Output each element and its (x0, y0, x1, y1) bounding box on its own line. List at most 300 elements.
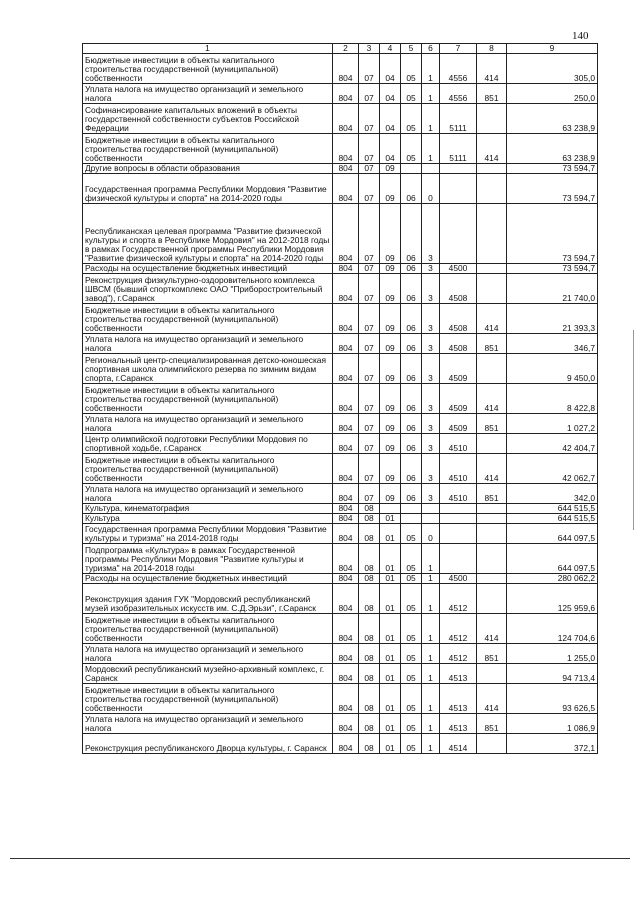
code-cell: 05 (401, 134, 422, 164)
code-cell (440, 544, 477, 574)
code-cell: 08 (359, 584, 380, 614)
table-row (83, 354, 598, 384)
code-cell: 3 (422, 484, 440, 504)
code-cell: 08 (359, 544, 380, 574)
code-cell: 07 (359, 54, 380, 84)
code-cell: 4556 (440, 54, 477, 84)
code-cell: 01 (380, 574, 401, 584)
code-cell: 08 (359, 574, 380, 584)
amount-cell: 42 404,7 (507, 434, 598, 454)
code-cell: 4512 (440, 584, 477, 614)
amount-cell: 21 740,0 (507, 274, 598, 304)
code-cell (477, 544, 507, 574)
amount-cell: 73 594,7 (507, 164, 598, 174)
code-cell: 07 (359, 164, 380, 174)
code-cell: 05 (401, 644, 422, 664)
code-cell: 06 (401, 434, 422, 454)
code-cell: 04 (380, 134, 401, 164)
code-cell: 05 (401, 54, 422, 84)
code-cell (477, 354, 507, 384)
code-cell: 08 (359, 514, 380, 524)
code-cell: 3 (422, 354, 440, 384)
code-cell: 804 (333, 264, 359, 274)
code-cell: 07 (359, 434, 380, 454)
code-cell: 4514 (440, 734, 477, 754)
row-name-cell: Бюджетные инвестиции в объекты капитального строительства государственной (муниципальной) собственности (83, 614, 333, 644)
amount-cell: 644 097,5 (507, 544, 598, 574)
code-cell (477, 524, 507, 544)
code-cell: 06 (401, 354, 422, 384)
amount-cell: 63 238,9 (507, 104, 598, 134)
code-cell: 804 (333, 274, 359, 304)
code-cell (401, 504, 422, 514)
amount-cell: 346,7 (507, 334, 598, 354)
code-cell: 414 (477, 614, 507, 644)
code-cell: 09 (380, 304, 401, 334)
code-cell: 804 (333, 504, 359, 514)
code-cell: 804 (333, 514, 359, 524)
code-cell: 4509 (440, 414, 477, 434)
row-name-cell: Уплата налога на имущество организаций и земельного налога (83, 414, 333, 434)
table-row (83, 664, 598, 684)
code-cell: 804 (333, 174, 359, 204)
code-cell: 804 (333, 54, 359, 84)
code-cell: 09 (380, 434, 401, 454)
row-name-cell: Реконструкция республиканского Дворца культуры, г. Саранск (83, 734, 333, 754)
code-cell: 804 (333, 304, 359, 334)
code-cell: 06 (401, 454, 422, 484)
code-cell: 3 (422, 454, 440, 484)
code-cell: 4512 (440, 614, 477, 644)
code-cell: 1 (422, 544, 440, 574)
code-cell: 1 (422, 84, 440, 104)
code-cell (440, 204, 477, 264)
row-name-cell: Уплата налога на имущество организаций и земельного налога (83, 84, 333, 104)
table-row (83, 174, 598, 204)
budget-table (82, 43, 598, 754)
code-cell: 07 (359, 354, 380, 384)
code-cell: 4509 (440, 354, 477, 384)
code-cell: 1 (422, 54, 440, 84)
code-cell: 01 (380, 664, 401, 684)
code-cell: 09 (380, 414, 401, 434)
table-row (83, 414, 598, 434)
amount-cell: 73 594,7 (507, 264, 598, 274)
code-cell (401, 164, 422, 174)
code-cell: 3 (422, 414, 440, 434)
code-cell: 1 (422, 734, 440, 754)
col-header-2: 2 (333, 44, 359, 54)
code-cell: 4513 (440, 714, 477, 734)
row-name-cell: Региональный центр-специализированная детско-юношеская спортивная школа олимпийского резерва по зимним видам спорта, г.Саранск (83, 354, 333, 384)
table-row (83, 104, 598, 134)
row-name-cell: Подпрограмма «Культура» в рамках Государственной программы Республики Мордовия "Развитие культуры и туризма" на 2014-2018 годы (83, 544, 333, 574)
row-name-cell: Культура, кинематография (83, 504, 333, 514)
table-row (83, 384, 598, 414)
code-cell (477, 174, 507, 204)
code-cell: 4510 (440, 454, 477, 484)
amount-cell: 63 238,9 (507, 134, 598, 164)
code-cell: 06 (401, 334, 422, 354)
row-name-cell: Республиканская целевая программа "Развитие физической культуры и спорта в Республике Мордовия" на 2012-2018 годы в рамках Государственной программы Республики Мордовия "Развитие физической культуры и спорта" на 2014-2020 годы (83, 204, 333, 264)
code-cell (477, 504, 507, 514)
code-cell: 09 (380, 334, 401, 354)
table-row (83, 544, 598, 574)
code-cell: 804 (333, 714, 359, 734)
code-cell: 5111 (440, 104, 477, 134)
code-cell: 1 (422, 714, 440, 734)
code-cell: 05 (401, 544, 422, 574)
code-cell: 804 (333, 644, 359, 664)
code-cell: 0 (422, 174, 440, 204)
code-cell: 07 (359, 414, 380, 434)
code-cell: 414 (477, 384, 507, 414)
table-row (83, 484, 598, 504)
row-name-cell: Центр олимпийской подготовки Республики Мордовия по спортивной ходьбе, г.Саранск (83, 434, 333, 454)
code-cell: 851 (477, 334, 507, 354)
code-cell: 3 (422, 434, 440, 454)
code-cell: 07 (359, 274, 380, 304)
row-name-cell: Бюджетные инвестиции в объекты капитального строительства государственной (муниципальной) собственности (83, 384, 333, 414)
col-header-5: 5 (401, 44, 422, 54)
code-cell: 01 (380, 524, 401, 544)
code-cell: 4500 (440, 264, 477, 274)
code-cell: 06 (401, 304, 422, 334)
table-row (83, 574, 598, 584)
table-row (83, 274, 598, 304)
table-row (83, 304, 598, 334)
code-cell: 07 (359, 84, 380, 104)
code-cell (477, 104, 507, 134)
page-number: 140 (572, 30, 589, 42)
code-cell: 804 (333, 454, 359, 484)
code-cell: 804 (333, 414, 359, 434)
table-row (83, 714, 598, 734)
amount-cell: 21 393,3 (507, 304, 598, 334)
code-cell: 804 (333, 134, 359, 164)
amount-cell: 644 515,5 (507, 504, 598, 514)
code-cell: 0 (422, 524, 440, 544)
code-cell: 414 (477, 134, 507, 164)
code-cell: 414 (477, 304, 507, 334)
code-cell: 804 (333, 164, 359, 174)
code-cell: 09 (380, 274, 401, 304)
code-cell: 07 (359, 264, 380, 274)
code-cell (477, 164, 507, 174)
table-row (83, 614, 598, 644)
code-cell: 09 (380, 484, 401, 504)
code-cell: 851 (477, 714, 507, 734)
table-row (83, 504, 598, 514)
row-name-cell: Бюджетные инвестиции в объекты капитального строительства государственной (муниципальной) собственности (83, 684, 333, 714)
code-cell: 414 (477, 454, 507, 484)
code-cell: 804 (333, 204, 359, 264)
code-cell (477, 664, 507, 684)
row-name-cell: Расходы на осуществление бюджетных инвестиций (83, 574, 333, 584)
code-cell (422, 504, 440, 514)
code-cell: 414 (477, 684, 507, 714)
code-cell: 1 (422, 584, 440, 614)
code-cell: 1 (422, 134, 440, 164)
code-cell (477, 584, 507, 614)
row-name-cell: Уплата налога на имущество организаций и земельного налога (83, 334, 333, 354)
code-cell: 06 (401, 414, 422, 434)
code-cell: 08 (359, 734, 380, 754)
table-row (83, 134, 598, 164)
code-cell: 01 (380, 544, 401, 574)
code-cell: 804 (333, 664, 359, 684)
code-cell: 4556 (440, 84, 477, 104)
code-cell: 09 (380, 264, 401, 274)
table-row (83, 264, 598, 274)
code-cell: 4510 (440, 484, 477, 504)
code-cell: 07 (359, 204, 380, 264)
code-cell: 804 (333, 734, 359, 754)
col-header-9: 9 (507, 44, 598, 54)
amount-cell: 280 062,2 (507, 574, 598, 584)
row-name-cell: Уплата налога на имущество организаций и земельного налога (83, 484, 333, 504)
amount-cell: 644 097,5 (507, 524, 598, 544)
code-cell (440, 164, 477, 174)
code-cell: 06 (401, 274, 422, 304)
code-cell: 3 (422, 334, 440, 354)
code-cell: 08 (359, 614, 380, 644)
code-cell: 09 (380, 164, 401, 174)
code-cell (477, 514, 507, 524)
code-cell: 07 (359, 484, 380, 504)
amount-cell: 305,0 (507, 54, 598, 84)
table-row (83, 734, 598, 754)
code-cell: 06 (401, 384, 422, 414)
amount-cell: 1 086,9 (507, 714, 598, 734)
code-cell: 1 (422, 664, 440, 684)
row-name-cell: Реконструкция здания ГУК "Мордовский республиканский музей изобразительных искусств им. С.Д.Эрьзи", г.Саранск (83, 584, 333, 614)
code-cell: 4513 (440, 684, 477, 714)
code-cell: 1 (422, 614, 440, 644)
code-cell: 05 (401, 614, 422, 644)
row-name-cell: Бюджетные инвестиции в объекты капитального строительства государственной (муниципальной) собственности (83, 54, 333, 84)
amount-cell: 124 704,6 (507, 614, 598, 644)
code-cell: 07 (359, 304, 380, 334)
code-cell: 804 (333, 354, 359, 384)
amount-cell: 93 626,5 (507, 684, 598, 714)
code-cell: 01 (380, 684, 401, 714)
amount-cell: 1 027,2 (507, 414, 598, 434)
row-name-cell: Государственная программа Республики Мордовия "Развитие культуры и туризма" на 2014-2018 годы (83, 524, 333, 544)
code-cell (422, 514, 440, 524)
row-name-cell: Софинансирование капитальных вложений в объекты государственной собственности субъектов Российской Федерации (83, 104, 333, 134)
row-name-cell: Бюджетные инвестиции в объекты капитального строительства государственной (муниципальной) собственности (83, 304, 333, 334)
code-cell (477, 274, 507, 304)
code-cell: 4508 (440, 334, 477, 354)
code-cell: 01 (380, 714, 401, 734)
code-cell: 1 (422, 684, 440, 714)
code-cell: 08 (359, 524, 380, 544)
code-cell: 05 (401, 104, 422, 134)
code-cell: 414 (477, 54, 507, 84)
code-cell: 804 (333, 614, 359, 644)
code-cell: 4508 (440, 274, 477, 304)
code-cell: 05 (401, 574, 422, 584)
amount-cell: 73 594,7 (507, 204, 598, 264)
amount-cell: 250,0 (507, 84, 598, 104)
code-cell: 4508 (440, 304, 477, 334)
code-cell: 5111 (440, 134, 477, 164)
code-cell: 08 (359, 504, 380, 514)
code-cell: 01 (380, 644, 401, 664)
table-row (83, 454, 598, 484)
code-cell (477, 574, 507, 584)
code-cell: 804 (333, 104, 359, 134)
code-cell: 804 (333, 384, 359, 414)
code-cell: 05 (401, 524, 422, 544)
code-cell: 05 (401, 584, 422, 614)
code-cell: 851 (477, 414, 507, 434)
code-cell: 09 (380, 204, 401, 264)
code-cell: 804 (333, 434, 359, 454)
code-cell (477, 734, 507, 754)
code-cell: 04 (380, 84, 401, 104)
code-cell: 05 (401, 734, 422, 754)
code-cell: 08 (359, 644, 380, 664)
code-cell: 07 (359, 334, 380, 354)
code-cell: 07 (359, 134, 380, 164)
code-cell (477, 434, 507, 454)
code-cell: 08 (359, 714, 380, 734)
row-name-cell: Уплата налога на имущество организаций и земельного налога (83, 644, 333, 664)
table-row (83, 644, 598, 664)
code-cell: 804 (333, 84, 359, 104)
code-cell: 06 (401, 174, 422, 204)
code-cell: 05 (401, 664, 422, 684)
amount-cell: 42 062,7 (507, 454, 598, 484)
table-row (83, 684, 598, 714)
code-cell: 01 (380, 584, 401, 614)
code-cell: 1 (422, 574, 440, 584)
table-row (83, 54, 598, 84)
amount-cell: 644 515,5 (507, 514, 598, 524)
row-name-cell: Другие вопросы в области образования (83, 164, 333, 174)
amount-cell: 94 713,4 (507, 664, 598, 684)
table-row (83, 204, 598, 264)
code-cell (422, 164, 440, 174)
amount-cell: 73 594,7 (507, 174, 598, 204)
code-cell: 07 (359, 384, 380, 414)
code-cell: 07 (359, 174, 380, 204)
code-cell: 04 (380, 54, 401, 84)
code-cell: 06 (401, 264, 422, 274)
code-cell: 3 (422, 264, 440, 274)
code-cell: 804 (333, 524, 359, 544)
code-cell (477, 204, 507, 264)
amount-cell: 125 959,6 (507, 584, 598, 614)
bottom-separator-line (10, 858, 630, 859)
code-cell: 08 (359, 684, 380, 714)
code-cell: 3 (422, 274, 440, 304)
code-cell: 4510 (440, 434, 477, 454)
code-cell: 08 (359, 664, 380, 684)
amount-cell: 342,0 (507, 484, 598, 504)
code-cell: 05 (401, 84, 422, 104)
code-cell: 01 (380, 514, 401, 524)
code-cell: 07 (359, 104, 380, 134)
code-cell: 09 (380, 454, 401, 484)
code-cell: 07 (359, 454, 380, 484)
table-row (83, 584, 598, 614)
code-cell (440, 514, 477, 524)
code-cell: 09 (380, 384, 401, 414)
code-cell: 3 (422, 384, 440, 414)
code-cell: 804 (333, 684, 359, 714)
row-name-cell: Уплата налога на имущество организаций и земельного налога (83, 714, 333, 734)
code-cell: 05 (401, 714, 422, 734)
code-cell: 09 (380, 174, 401, 204)
row-name-cell: Расходы на осуществление бюджетных инвестиций (83, 264, 333, 274)
table-row (83, 164, 598, 174)
code-cell: 01 (380, 614, 401, 644)
code-cell: 4512 (440, 644, 477, 664)
code-cell: 851 (477, 484, 507, 504)
code-cell (440, 524, 477, 544)
code-cell: 09 (380, 354, 401, 384)
table-row (83, 84, 598, 104)
code-cell: 804 (333, 334, 359, 354)
table-row (83, 334, 598, 354)
table-row (83, 524, 598, 544)
code-cell: 804 (333, 544, 359, 574)
code-cell: 4500 (440, 574, 477, 584)
code-cell: 1 (422, 644, 440, 664)
col-header-4: 4 (380, 44, 401, 54)
amount-cell: 372,1 (507, 734, 598, 754)
code-cell: 3 (422, 204, 440, 264)
table-row (83, 514, 598, 524)
col-header-8: 8 (477, 44, 507, 54)
code-cell: 804 (333, 574, 359, 584)
row-name-cell: Бюджетные инвестиции в объекты капитального строительства государственной (муниципальной) собственности (83, 454, 333, 484)
code-cell: 4513 (440, 664, 477, 684)
row-name-cell: Государственная программа Республики Мордовия "Развитие физической культуры и спорта" на 2014-2020 годы (83, 174, 333, 204)
code-cell: 3 (422, 304, 440, 334)
amount-cell: 9 450,0 (507, 354, 598, 384)
row-name-cell: Бюджетные инвестиции в объекты капитального строительства государственной (муниципальной) собственности (83, 134, 333, 164)
code-cell: 1 (422, 104, 440, 134)
code-cell: 06 (401, 484, 422, 504)
code-cell: 804 (333, 584, 359, 614)
code-cell (380, 504, 401, 514)
code-cell (440, 174, 477, 204)
row-name-cell: Культура (83, 514, 333, 524)
code-cell (401, 514, 422, 524)
code-cell (477, 264, 507, 274)
code-cell: 851 (477, 84, 507, 104)
col-header-3: 3 (359, 44, 380, 54)
table-row (83, 434, 598, 454)
col-header-6: 6 (422, 44, 440, 54)
code-cell: 804 (333, 484, 359, 504)
code-cell: 851 (477, 644, 507, 664)
header-row (83, 44, 598, 54)
code-cell: 01 (380, 734, 401, 754)
scan-margin-line (633, 330, 634, 530)
row-name-cell: Реконструкция физкультурно-оздоровительного комплекса ШВСМ (бывший спорткомплекс ОАО "Приборостроительный завод"), г.Саранск (83, 274, 333, 304)
code-cell: 06 (401, 204, 422, 264)
code-cell (440, 504, 477, 514)
amount-cell: 1 255,0 (507, 644, 598, 664)
col-header-7: 7 (440, 44, 477, 54)
col-header-1: 1 (83, 44, 333, 54)
code-cell: 04 (380, 104, 401, 134)
